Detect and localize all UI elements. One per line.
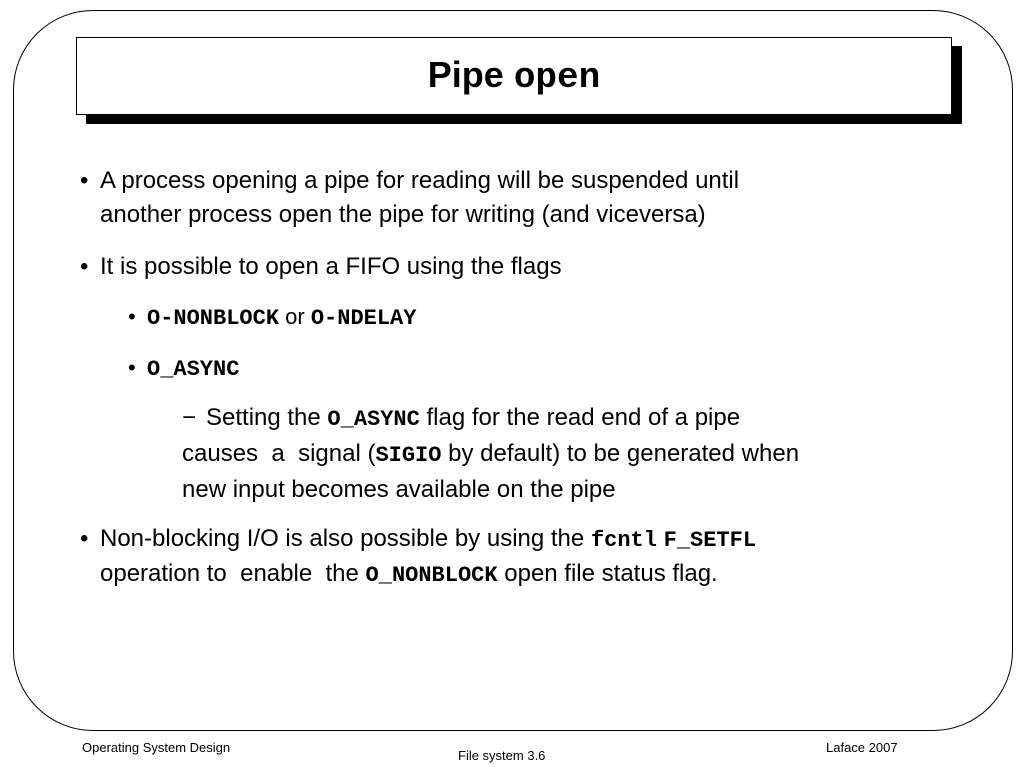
sub-sub-line-1-b: flag for the read end of a pipe xyxy=(426,404,741,431)
title-box xyxy=(76,37,952,115)
bullet-marker: • xyxy=(80,167,89,194)
sub-sub-line-1-a: Setting the xyxy=(206,404,321,431)
bullet-3-line-1-a: Non-blocking I/O is also possible by using the xyxy=(100,525,585,552)
sub-sub-line-1-code: O_ASYNC xyxy=(327,407,420,432)
footer-center: File system 3.6 xyxy=(458,748,546,763)
sub-bullet-1-text xyxy=(147,300,416,336)
sub-sub-line-2 xyxy=(182,436,799,474)
footer-right: Laface 2007 xyxy=(826,740,898,755)
sub-sub-line-1 xyxy=(206,400,740,438)
fcntl-code: fcntl xyxy=(590,528,657,553)
sub-sub-line-2-code: SIGIO xyxy=(375,443,442,468)
bullet-marker: • xyxy=(80,525,89,552)
bullet-1-line-1: A process opening a pipe for reading will be suspended until xyxy=(100,167,740,194)
bullet-2-line-1: It is possible to open a FIFO using the flags xyxy=(100,253,562,280)
title-code: open xyxy=(513,57,601,98)
footer-left: Operating System Design xyxy=(82,740,231,755)
sub-bullet-marker: • xyxy=(128,304,136,329)
slide-title xyxy=(428,54,600,98)
flag-o-ndelay: O-NDELAY xyxy=(310,306,417,331)
bullet-3-line-2 xyxy=(100,556,718,593)
o-nonblock-code: O_NONBLOCK xyxy=(365,563,498,588)
flag-o-nonblock: O-NONBLOCK xyxy=(147,306,280,331)
bullet-3-line-2-a: operation to enable the xyxy=(100,560,359,587)
sub-sub-line-3: new input becomes available on the pipe xyxy=(182,476,616,503)
sub-bullet-1-joiner: or xyxy=(285,304,305,329)
bullet-3-line-1 xyxy=(100,521,756,558)
sub-sub-line-2-a: causes a signal ( xyxy=(182,440,376,467)
f-setfl-code: F_SETFL xyxy=(663,528,757,553)
flag-o-async: O_ASYNC xyxy=(147,357,240,382)
bullet-3-line-2-b: open file status flag. xyxy=(504,560,718,587)
dash-marker: − xyxy=(182,404,197,431)
bullet-1-line-2: another process open the pipe for writing (and viceversa) xyxy=(100,201,706,228)
sub-bullet-2-text xyxy=(147,351,239,387)
sub-sub-line-2-b: by default) to be generated when xyxy=(441,440,800,467)
sub-bullet-marker: • xyxy=(128,355,136,380)
bullet-marker: • xyxy=(80,253,89,280)
title-main: Pipe xyxy=(427,54,504,95)
